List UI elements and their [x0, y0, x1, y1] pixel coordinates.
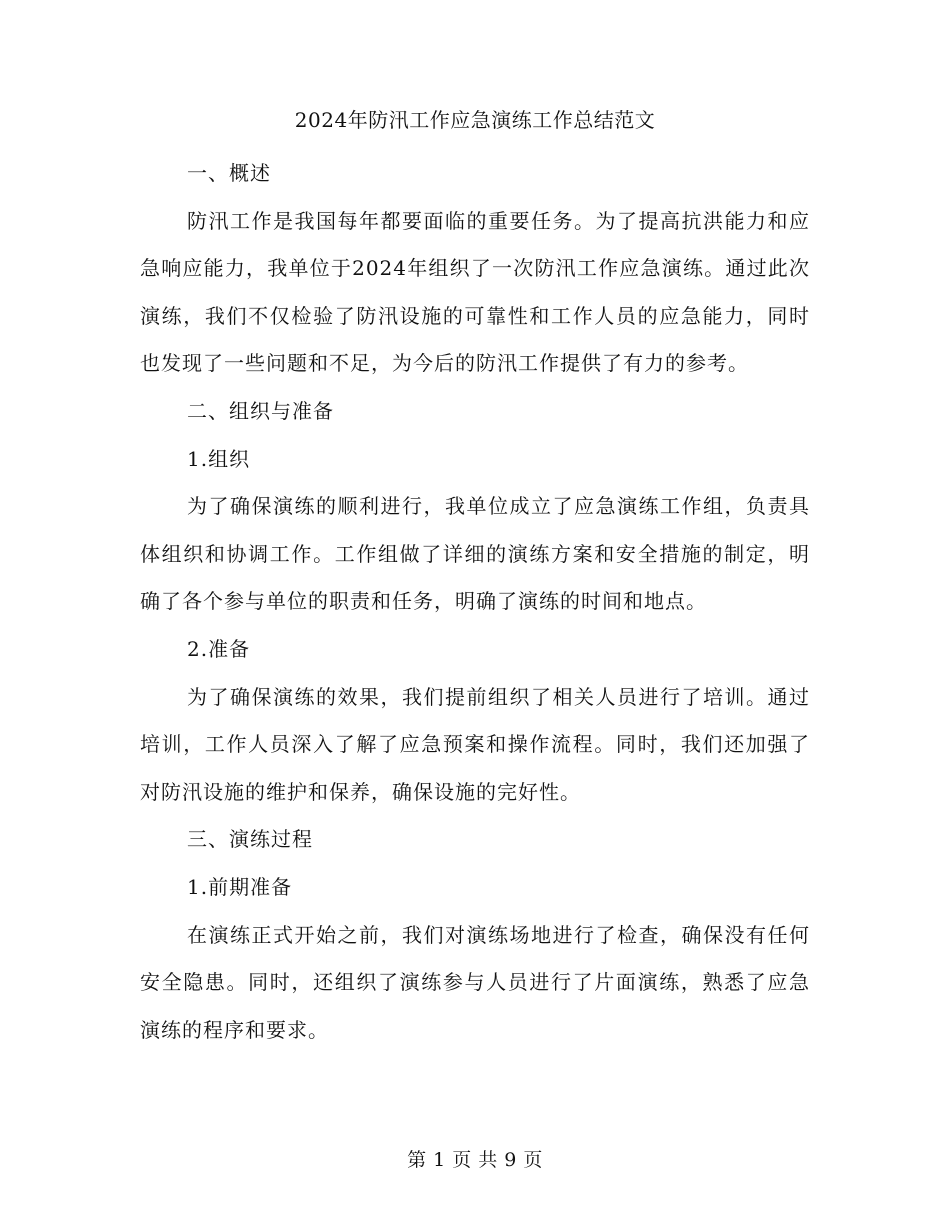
section-heading-organization: 二、组织与准备 — [187, 398, 334, 423]
section-heading-drill-process: 三、演练过程 — [187, 827, 313, 852]
subheading-early-preparation: 1.前期准备 — [187, 874, 293, 899]
document-body — [140, 150, 810, 1054]
document-title: 2024年防汛工作应急演练工作总结范文 — [294, 108, 656, 132]
paragraph-preparation: 为了确保演练的效果，我们提前组织了相关人员进行了培训。通过培训，工作人员深入了解了应急预案和操作流程。同时，我们还加强了对防汛设施的维护和保养，确保设施的完好性。 — [140, 684, 810, 804]
section-heading-overview: 一、概述 — [187, 161, 271, 185]
paragraph-organization: 为了确保演练的顺利进行，我单位成立了应急演练工作组，负责具体组织和协调工作。工作组做了详细的演练方案和安全措施的制定，明确了各个参与单位的职责和任务，明确了演练的时间和地点。 — [140, 494, 810, 614]
subheading-preparation: 2.准备 — [187, 636, 251, 661]
paragraph-early-preparation: 在演练正式开始之前，我们对演练场地进行了检查，确保没有任何安全隐患。同时，还组织了演练参与人员进行了片面演练，熟悉了应急演练的程序和要求。 — [140, 922, 810, 1042]
paragraph-overview: 防汛工作是我国每年都要面临的重要任务。为了提高抗洪能力和应急响应能力，我单位于2024年组织了一次防汛工作应急演练。通过此次演练，我们不仅检验了防汛设施的可靠性和工作人员的应急能力，同时也发现了一些问题和不足，为今后的防汛工作提供了有力的参考。 — [140, 208, 810, 376]
subheading-organization: 1.组织 — [187, 446, 251, 471]
page-number-footer: 第 1 页 共 9 页 — [407, 1149, 543, 1171]
